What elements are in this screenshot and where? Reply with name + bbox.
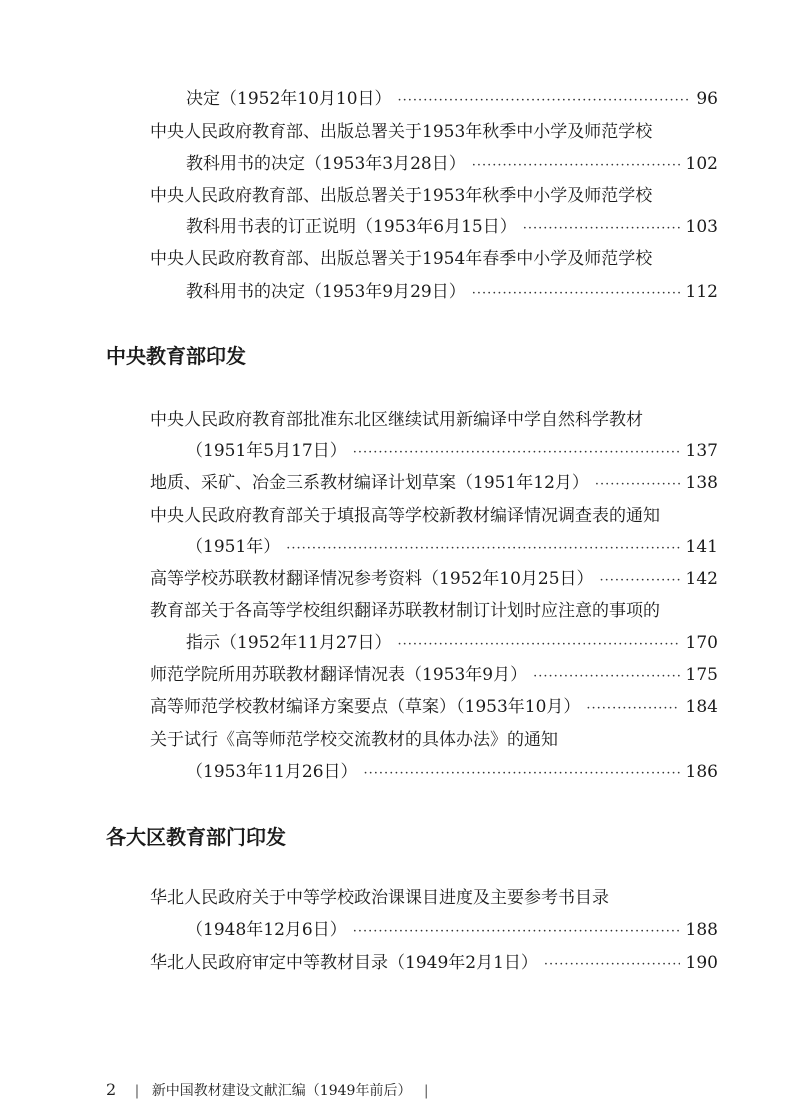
toc-entry[interactable]: [186, 88, 718, 112]
toc-entry-title: 教科用书的决定（1953年3月28日）: [186, 154, 466, 174]
toc-entry-title: 华北人民政府审定中等教材目录（1949年2月1日）: [150, 953, 538, 973]
toc-entry-title: （1951年）: [186, 537, 281, 557]
toc-page-number: 175: [685, 665, 718, 685]
toc-entry-title: 决定（1952年10月10日）: [186, 89, 392, 109]
toc-page-number: 142: [685, 569, 718, 589]
toc-entry-title: 中央人民政府教育部、出版总署关于1953年秋季中小学及师范学校: [150, 186, 653, 206]
leader-dots: [472, 283, 680, 305]
leader-dots: [353, 921, 680, 943]
section-heading-central: 中央教育部印发: [106, 344, 246, 368]
toc-entry-title: 高等师范学校教材编译方案要点（草案）（1953年10月）: [150, 697, 581, 717]
leader-dots: [353, 442, 680, 464]
toc-page-number: 184: [685, 697, 718, 717]
toc-entry[interactable]: [186, 281, 718, 305]
page-footer: [106, 1080, 437, 1101]
toc-entry-title: 关于试行《高等师范学校交流教材的具体办法》的通知: [150, 730, 558, 750]
toc-page-number: 112: [685, 282, 718, 302]
leader-dots: [523, 218, 680, 240]
toc-entry-title: 高等学校苏联教材翻译情况参考资料（1952年10月25日）: [150, 569, 594, 589]
toc-entry-title: 师范学院所用苏联教材翻译情况表（1953年9月）: [150, 665, 528, 685]
section-heading-regional: 各大区教育部门印发: [106, 825, 286, 849]
toc-page-number: 103: [685, 217, 718, 237]
toc-page-number: 188: [685, 920, 718, 940]
toc-entry-title: 教科用书的决定（1953年9月29日）: [186, 282, 466, 302]
toc-entry-title: 教科用书表的订正说明（1953年6月15日）: [186, 217, 517, 237]
toc-entry-title: 华北人民政府关于中等学校政治课课目进度及主要参考书目录: [150, 888, 609, 908]
toc-entry-title: 教育部关于各高等学校组织翻译苏联教材制订计划时应注意的事项的: [150, 601, 660, 621]
toc-page-number: 102: [685, 154, 718, 174]
toc-entry[interactable]: [150, 664, 718, 688]
toc-entry-title: （1953年11月26日）: [186, 762, 358, 782]
toc-entry-title: （1948年12月6日）: [186, 920, 347, 940]
toc-entry-title: 中央人民政府教育部批准东北区继续试用新编译中学自然科学教材: [150, 410, 643, 430]
toc-entry-title: 中央人民政府教育部、出版总署关于1954年春季中小学及师范学校: [150, 249, 653, 269]
footer-book-title: 新中国教材建设文献汇编（1949年前后）: [151, 1083, 412, 1099]
toc-page-number: 96: [696, 89, 718, 109]
toc-page-number: 137: [685, 441, 718, 461]
toc-entry-title: 中央人民政府教育部关于填报高等学校新教材编译情况调查表的通知: [150, 506, 660, 526]
toc-entry[interactable]: [186, 216, 718, 240]
toc-entry[interactable]: [186, 536, 718, 560]
footer-divider: |: [423, 1083, 429, 1099]
toc-entry[interactable]: [150, 696, 718, 720]
leader-dots: [595, 474, 680, 496]
toc-page-number: 190: [685, 953, 718, 973]
toc-entry[interactable]: [150, 952, 718, 976]
toc-entry[interactable]: [186, 153, 718, 177]
toc-page-number: 186: [685, 762, 718, 782]
toc-entry[interactable]: [186, 440, 718, 464]
leader-dots: [286, 538, 679, 560]
leader-dots: [586, 698, 679, 720]
leader-dots: [364, 763, 680, 785]
toc-page-number: 141: [685, 537, 718, 557]
toc-page-number: 170: [685, 633, 718, 653]
toc-entry-title: 指示（1952年11月27日）: [186, 633, 392, 653]
leader-dots: [600, 570, 680, 592]
toc-page-number: 138: [685, 473, 718, 493]
footer-divider: |: [134, 1083, 140, 1099]
leader-dots: [398, 634, 680, 656]
toc-entry-title: 地质、采矿、冶金三系教材编译计划草案（1951年12月）: [150, 473, 589, 493]
toc-entry-title: 中央人民政府教育部、出版总署关于1953年秋季中小学及师范学校: [150, 122, 653, 142]
leader-dots: [544, 954, 680, 976]
toc-entry[interactable]: [150, 568, 718, 592]
leader-dots: [472, 155, 680, 177]
leader-dots: [533, 666, 679, 688]
leader-dots: [398, 90, 688, 112]
toc-entry[interactable]: [150, 472, 718, 496]
footer-page-number: 2: [106, 1080, 117, 1099]
toc-entry-title: （1951年5月17日）: [186, 441, 347, 461]
toc-entry[interactable]: [186, 761, 718, 785]
toc-entry[interactable]: [186, 919, 718, 943]
toc-entry[interactable]: [186, 632, 718, 656]
